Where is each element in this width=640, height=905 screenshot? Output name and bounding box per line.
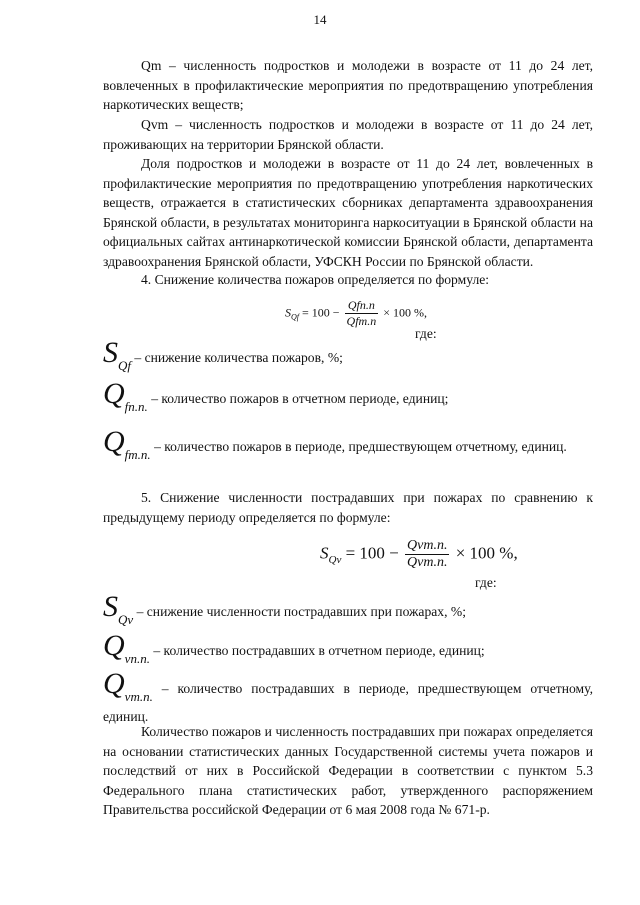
formula-fires-denominator: Qfm.n bbox=[346, 314, 377, 328]
def-sqv-symbol: S bbox=[103, 590, 118, 623]
formula-victims-denominator: Qvm.n. bbox=[407, 555, 448, 570]
def-qfnn-sub: fn.n. bbox=[124, 399, 148, 414]
def-qvnn bbox=[103, 629, 593, 669]
def-qvnn-sub: vn.n. bbox=[124, 651, 150, 666]
item-5-heading: 5. Снижение численности пострадавших при пожарах по сравнению к предыдущему периоду определяется по формуле: bbox=[103, 490, 593, 525]
formula-victims-eq: = 100 − bbox=[341, 543, 404, 563]
def-sqf-sub: Qf bbox=[118, 358, 131, 373]
page-number: 14 bbox=[313, 12, 327, 27]
def-qvnn-symbol: Q bbox=[103, 629, 125, 662]
def-qvmn bbox=[103, 667, 593, 726]
def-qvmn-symbol: Q bbox=[103, 667, 125, 700]
qm-symbol: Qm bbox=[141, 58, 162, 73]
def-sqv-text: – снижение численности пострадавших при пожарах, %; bbox=[133, 604, 466, 619]
formula-fires-fraction bbox=[345, 298, 379, 329]
def-qvmn-text: – количество пострадавших в периоде, предшествующем отчетному, единиц. bbox=[103, 681, 593, 724]
def-sqv-sub: Qv bbox=[118, 612, 134, 627]
formula-victims-where: где: bbox=[475, 575, 497, 590]
formula-victims-lhs: S bbox=[320, 543, 329, 563]
qvm-text: – численность подростков и молодежи в возрасте от 11 до 24 лет, проживающих на территории Брянской области. bbox=[103, 117, 593, 152]
def-sqv bbox=[103, 590, 593, 630]
def-qfmn-text: – количество пожаров в периоде, предшествующем отчетному, единиц. bbox=[150, 439, 567, 454]
formula-victims-fraction bbox=[405, 538, 449, 571]
share-paragraph: Доля подростков и молодежи в возрасте от 11 до 24 лет, вовлеченных в профилактические мероприятия по предотвращению употребления наркотических веществ, отражается в статистических сборниках департамента здравоохранения Брянской области, в результатах мониторинга наркоситуации в Брянской области на официальных сайтах антинаркотической комиссии Брянской области, департамента здравоохранения Брянской области, УФСКН России по Брянской области. bbox=[103, 156, 593, 269]
formula-fires-lhs: S bbox=[285, 305, 291, 320]
formula-victims bbox=[320, 538, 518, 571]
def-qfnn bbox=[103, 377, 593, 417]
formula-victims-tail: × 100 %, bbox=[451, 543, 518, 563]
formula-victims-numerator: Qvm.n. bbox=[407, 538, 448, 553]
formula-fires-numerator: Qfn.n bbox=[345, 298, 379, 314]
formula-fires bbox=[285, 298, 427, 329]
qvm-definition bbox=[103, 115, 593, 154]
def-sqf-symbol: S bbox=[103, 336, 118, 369]
def-qfmn bbox=[103, 425, 593, 465]
qvm-symbol: Qvm bbox=[141, 117, 169, 132]
def-qfmn-sub: fm.n. bbox=[124, 447, 151, 462]
def-qfmn-symbol: Q bbox=[103, 425, 125, 458]
def-sqf bbox=[103, 336, 593, 376]
formula-fires-tail: × 100 %, bbox=[380, 305, 427, 320]
def-qfnn-symbol: Q bbox=[103, 377, 125, 410]
qm-definition bbox=[103, 56, 593, 115]
def-qvnn-text: – количество пострадавших в отчетном периоде, единиц; bbox=[149, 643, 485, 658]
def-qvmn-sub: vm.n. bbox=[124, 689, 153, 704]
formula-fires-lhs-sub: Qf bbox=[291, 312, 299, 322]
def-sqf-text: – снижение количества пожаров, %; bbox=[131, 350, 343, 365]
formula-fires-eq: = 100 − bbox=[299, 305, 343, 320]
formula-victims-lhs-sub: Qv bbox=[328, 553, 342, 566]
qm-text: – численность подростков и молодежи в возрасте от 11 до 24 лет, вовлеченных в профилактические мероприятия по предотвращению употребления наркотических веществ; bbox=[103, 58, 593, 113]
def-qfnn-text: – количество пожаров в отчетном периоде, единиц; bbox=[147, 391, 449, 406]
formula-fires-where: где: bbox=[415, 326, 437, 341]
item-4-heading: 4. Снижение количества пожаров определяется по формуле: bbox=[141, 272, 490, 287]
final-paragraph: Количество пожаров и численность пострадавших при пожарах определяется на основании статистических данных Государственной системы учета пожаров и последствий от них в Российской Федерации в соответствии с пунктом 5.3 Федерального плана статистических работ, утвержденного распоряжением Правительства российской Федерации от 6 мая 2008 года № 671-р. bbox=[103, 724, 593, 818]
